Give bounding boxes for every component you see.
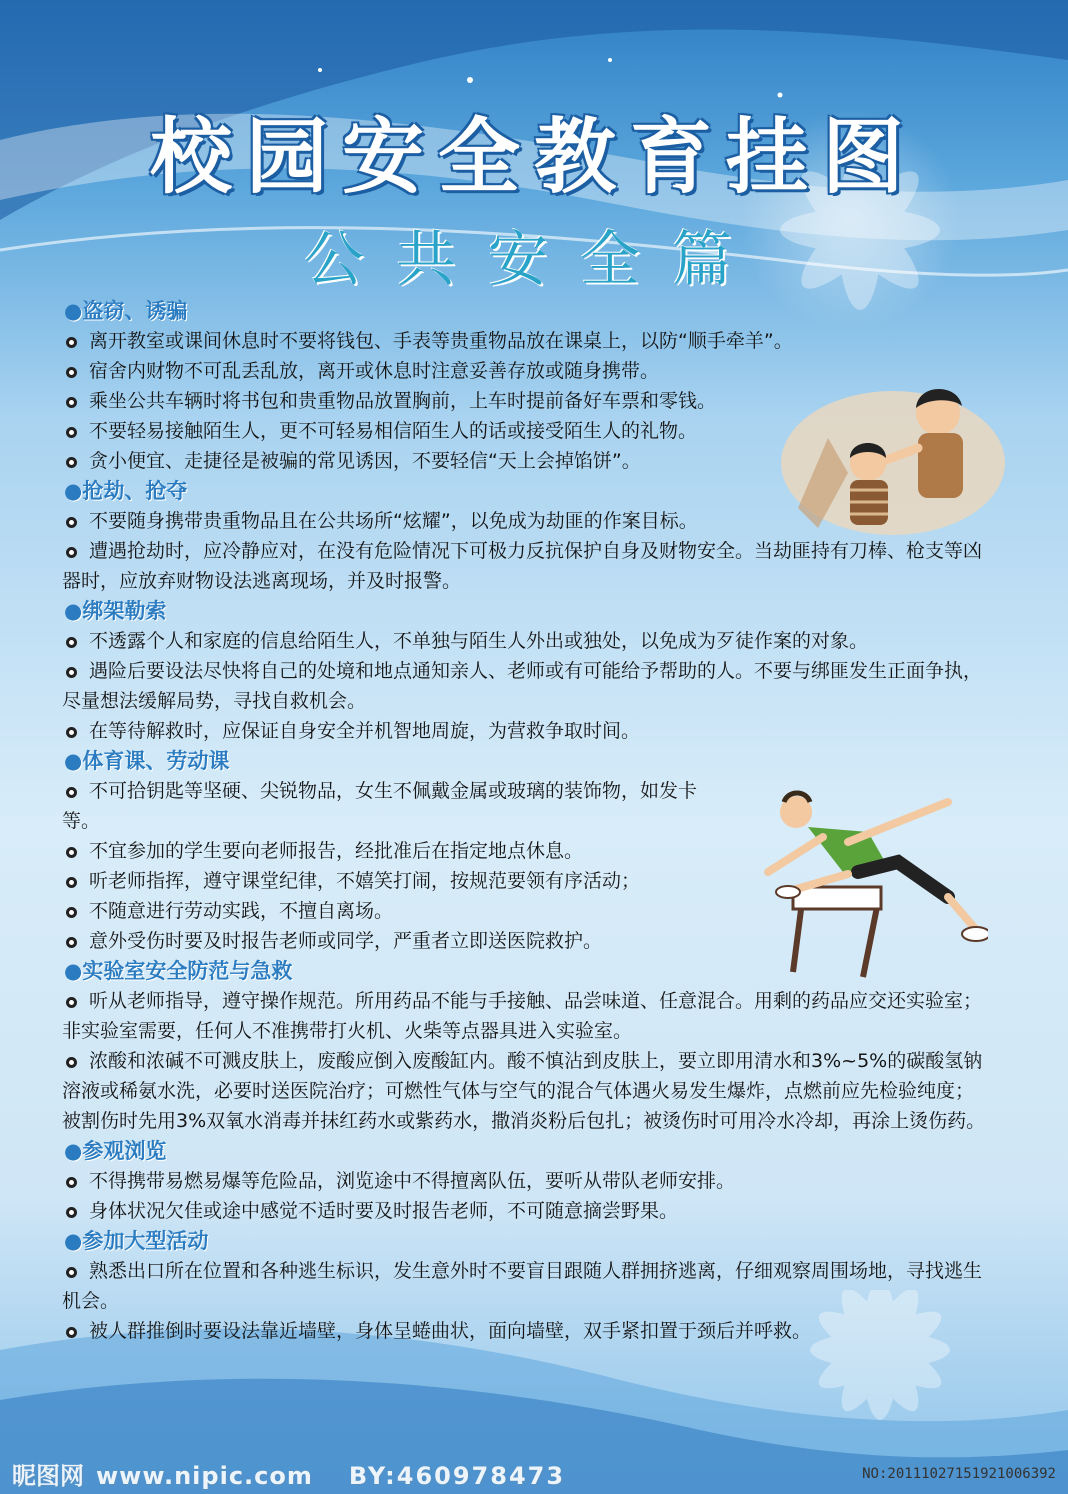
bullet-icon <box>66 517 77 528</box>
list-item: 熟悉出口所在位置和各种逃生标识，发生意外时不要盲目跟随人群拥挤逃离，仔细观察周围场地，寻找逃生机会。 <box>62 1260 983 1312</box>
section-robbery <box>62 476 992 596</box>
bullet-icon <box>66 637 77 648</box>
content-area <box>62 296 992 1346</box>
bullet-icon <box>66 367 77 378</box>
image-number: NO:20111027151921006392 <box>862 1466 1056 1482</box>
section-heading: ●绑架勒索 <box>64 599 167 623</box>
page-title: 校园安全教育挂图 <box>149 110 918 205</box>
list-item: 不要轻易接触陌生人，更不可轻易相信陌生人的话或接受陌生人的礼物。 <box>62 416 992 446</box>
section-pe-labor <box>62 746 992 956</box>
list-item: 不随意进行劳动实践，不擅自离场。 <box>62 896 722 926</box>
list-item: 乘坐公共车辆时将书包和贵重物品放置胸前，上车时提前备好车票和零钱。 <box>62 386 992 416</box>
bullet-icon <box>66 997 77 1008</box>
bullet-icon <box>66 1177 77 1188</box>
bullet-icon <box>66 1057 77 1068</box>
bullet-icon <box>66 1267 77 1278</box>
bullet-icon <box>66 877 77 888</box>
section-heading: ●参观浏览 <box>64 1139 167 1163</box>
list-item: 不要随身携带贵重物品且在公共场所“炫耀”，以免成为劫匪的作案目标。 <box>62 506 752 536</box>
page-subtitle: 公共安全篇 <box>304 225 764 295</box>
watermark <box>12 1456 565 1491</box>
section-kidnapping <box>62 596 992 746</box>
bullet-icon <box>66 937 77 948</box>
bullet-icon <box>66 847 77 858</box>
list-item: 被人群推倒时要设法靠近墙壁，身体呈蜷曲状，面向墙壁，双手紧扣置于颈后并呼救。 <box>62 1316 992 1346</box>
list-item: 不宜参加的学生要向老师报告，经批准后在指定地点休息。 <box>62 836 722 866</box>
list-item: 离开教室或课间休息时不要将钱包、手表等贵重物品放在课桌上，以防“顺手牵羊”。 <box>62 326 992 356</box>
section-theft <box>62 296 992 476</box>
watermark-logo: 昵图网 <box>12 1462 84 1490</box>
list-item: 不可拾钥匙等坚硬、尖锐物品，女生不佩戴金属或玻璃的装饰物，如发卡等。 <box>62 780 698 832</box>
bullet-icon <box>66 427 77 438</box>
bullet-icon <box>66 787 77 798</box>
bullet-icon <box>66 907 77 918</box>
bullet-icon <box>66 547 77 558</box>
watermark-site: www.nipic.com <box>96 1462 313 1490</box>
list-item: 遭遇抢劫时，应冷静应对，在没有危险情况下可极力反抗保护自身及财物安全。当劫匪持有刀棒、枪支等凶器时，应放弃财物设法逃离现场，并及时报警。 <box>62 540 983 592</box>
list-item: 宿舍内财物不可乱丢乱放，离开或休息时注意妥善存放或随身携带。 <box>62 356 992 386</box>
bullet-icon <box>66 727 77 738</box>
list-item: 意外受伤时要及时报告老师或同学，严重者立即送医院救护。 <box>62 926 722 956</box>
bullet-icon <box>66 337 77 348</box>
section-visits <box>62 1136 992 1226</box>
bullet-icon <box>66 667 77 678</box>
list-item: 贪小便宜、走捷径是被骗的常见诱因，不要轻信“天上会掉馅饼”。 <box>62 446 992 476</box>
bullet-icon <box>66 457 77 468</box>
list-item: 听从老师指导，遵守操作规范。所用药品不能与手接触、品尝味道、任意混合。用剩的药品应交还实验室；非实验室需要，任何人不准携带打火机、火柴等点器具进入实验室。 <box>62 990 983 1042</box>
section-heading: ●抢劫、抢夺 <box>64 479 188 503</box>
section-heading: ●实验室安全防范与急救 <box>64 959 293 983</box>
section-lab-safety <box>62 956 992 1136</box>
bullet-icon <box>66 1207 77 1218</box>
list-item: 身体状况欠佳或途中感觉不适时要及时报告老师，不可随意摘尝野果。 <box>62 1196 992 1226</box>
list-item: 听老师指挥，遵守课堂纪律，不嬉笑打闹，按规范要领有序活动； <box>62 866 722 896</box>
list-item: 浓酸和浓碱不可溅皮肤上，废酸应倒入废酸缸内。酸不慎沾到皮肤上，要立即用清水和3%~5%的碳酸氢钠溶液或稀氨水洗，必要时送医院治疗；可燃性气体与空气的混合气体遇火易发生爆炸，点燃前应先检验纯度；被割伤时先用3%双氧水消毒并抹红药水或紫药水，撒消炎粉后包扎；被烫伤时可用冷水冷却，再涂上烫伤药。 <box>62 1050 986 1132</box>
bullet-icon <box>66 1327 77 1338</box>
list-item: 遇险后要设法尽快将自己的处境和地点通知亲人、老师或有可能给予帮助的人。不要与绑匪发生正面争执，尽量想法缓解局势，寻找自救机会。 <box>62 660 983 712</box>
bullet-icon <box>66 397 77 408</box>
section-heading: ●盗窃、诱骗 <box>64 299 188 323</box>
section-heading: ●体育课、劳动课 <box>64 749 230 773</box>
section-heading: ●参加大型活动 <box>64 1229 209 1253</box>
watermark-author: BY:460978473 <box>348 1462 566 1490</box>
section-large-events <box>62 1226 992 1346</box>
list-item: 不得携带易燃易爆等危险品，浏览途中不得擅离队伍，要听从带队老师安排。 <box>62 1166 992 1196</box>
list-item: 不透露个人和家庭的信息给陌生人，不单独与陌生人外出或独处，以免成为歹徒作案的对象。 <box>62 626 992 656</box>
list-item: 在等待解救时，应保证自身安全并机智地周旋，为营救争取时间。 <box>62 716 992 746</box>
